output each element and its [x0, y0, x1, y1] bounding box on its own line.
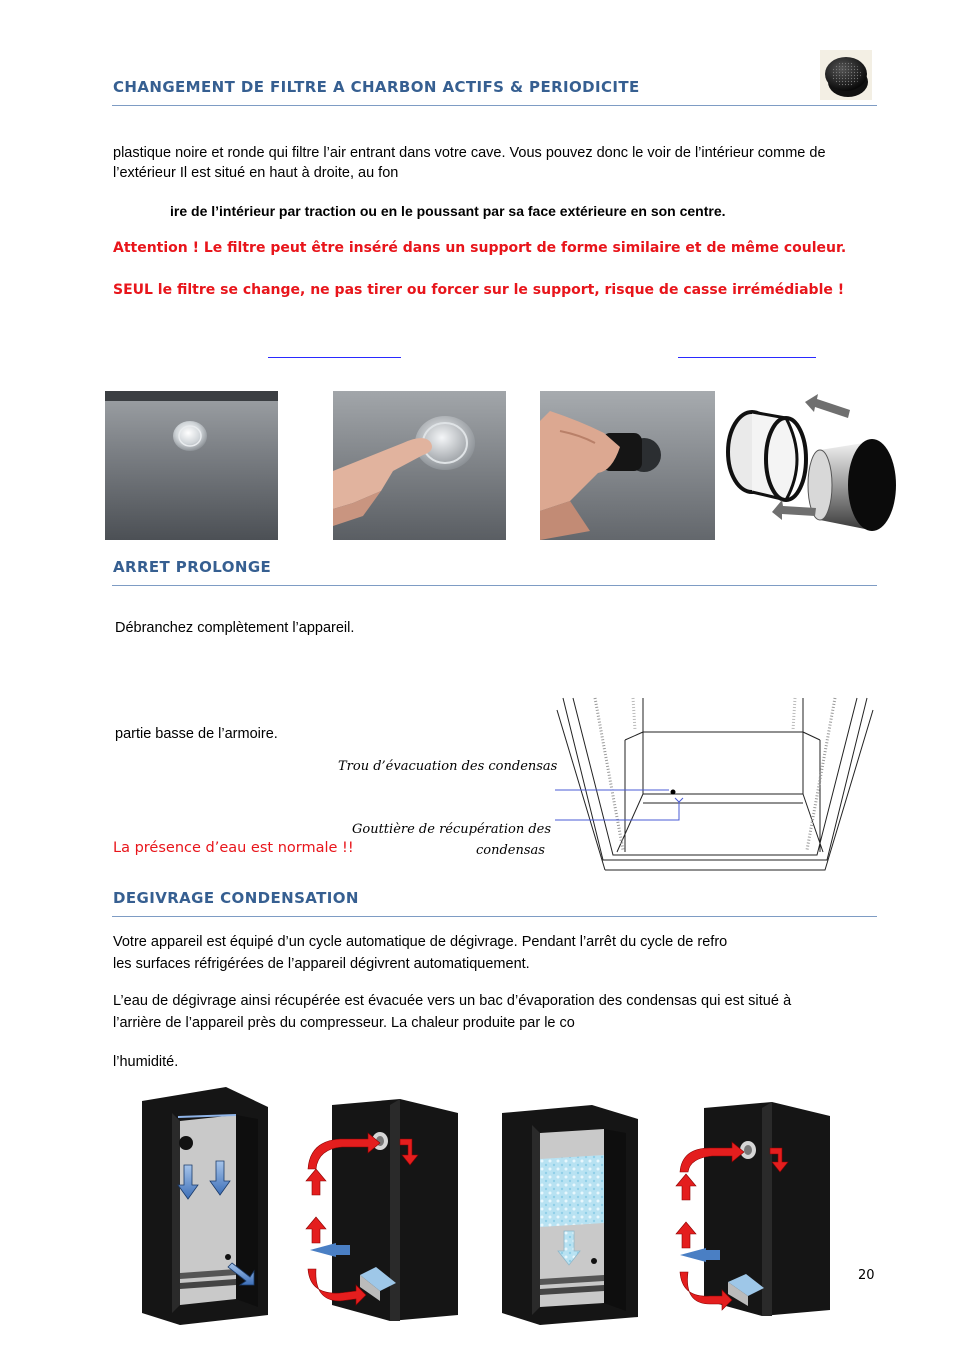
- label-gutter-line2: condensas: [476, 843, 545, 858]
- degivrage-para3: l’humidité.: [113, 1054, 179, 1070]
- section-heading-degivrage: DEGIVRAGE CONDENSATION: [113, 889, 359, 907]
- link-underline-1[interactable]: [268, 357, 401, 358]
- filter-paragraph: plastique noire et ronde qui filtre l’air entrant dans votre cave. Vous pouvez donc le voir de l’intérieur comme de l’extérieur Il est situé en haut à droite, au fon: [113, 145, 826, 181]
- section-heading-filter: CHANGEMENT DE FILTRE A CHARBON ACTIFS & PERIODICITE: [113, 78, 640, 96]
- degivrage-para1-line2: les surfaces réfrigérées de l’appareil dégivrent automatiquement.: [113, 956, 530, 972]
- label-drain-hole: Trou d’évacuation des condensas: [338, 759, 558, 774]
- section-heading-arret: ARRET PROLONGE: [113, 558, 272, 576]
- heading-rule: [112, 916, 877, 917]
- filter-warning-2: SEUL le filtre se change, ne pas tirer ou forcer sur le support, risque de casse irrémédiable !: [113, 282, 845, 298]
- diagram-cabinet-front-cooling: [140, 1085, 272, 1328]
- diagram-cabinet-back-evaporation: [672, 1100, 837, 1320]
- photo-pushing-filter: [333, 391, 506, 540]
- charcoal-filter-icon: [820, 50, 872, 100]
- diagram-cabinet-front-defrost: [500, 1103, 642, 1328]
- arret-unplug-text: Débranchez complètement l’appareil.: [115, 620, 355, 636]
- link-underline-2[interactable]: [678, 357, 816, 358]
- page-number: 20: [858, 1268, 875, 1283]
- filter-removal-instruction: ire de l’intérieur par traction ou en le poussant par sa face extérieure en son centre.: [170, 203, 726, 219]
- photo-filter-in-wall: [105, 391, 278, 540]
- degivrage-para1-line1: Votre appareil est équipé d’un cycle automatique de dégivrage. Pendant l’arrêt du cycle de refro: [113, 934, 728, 950]
- degivrage-para2-line1: L’eau de dégivrage ainsi récupérée est évacuée vers un bac d’évaporation des condensas qui est situé à: [113, 993, 792, 1009]
- water-presence-note: La présence d’eau est normale !!: [113, 840, 354, 856]
- diagram-cabinet-interior: [555, 690, 875, 882]
- label-gutter-line1: Gouttière de récupération des: [352, 822, 552, 837]
- heading-rule: [112, 105, 877, 106]
- diagram-filter-exploded: [720, 390, 900, 540]
- filter-warning-1: Attention ! Le filtre peut être inséré dans un support de forme similaire et de même couleur.: [113, 240, 847, 256]
- diagram-cabinet-back-airflow: [300, 1095, 465, 1325]
- heading-rule: [112, 585, 877, 586]
- degivrage-para2-line2: l’arrière de l’appareil près du compresseur. La chaleur produite par le co: [113, 1015, 575, 1031]
- arret-bottom-text: partie basse de l’armoire.: [115, 726, 278, 742]
- photo-pulling-filter: [540, 391, 715, 540]
